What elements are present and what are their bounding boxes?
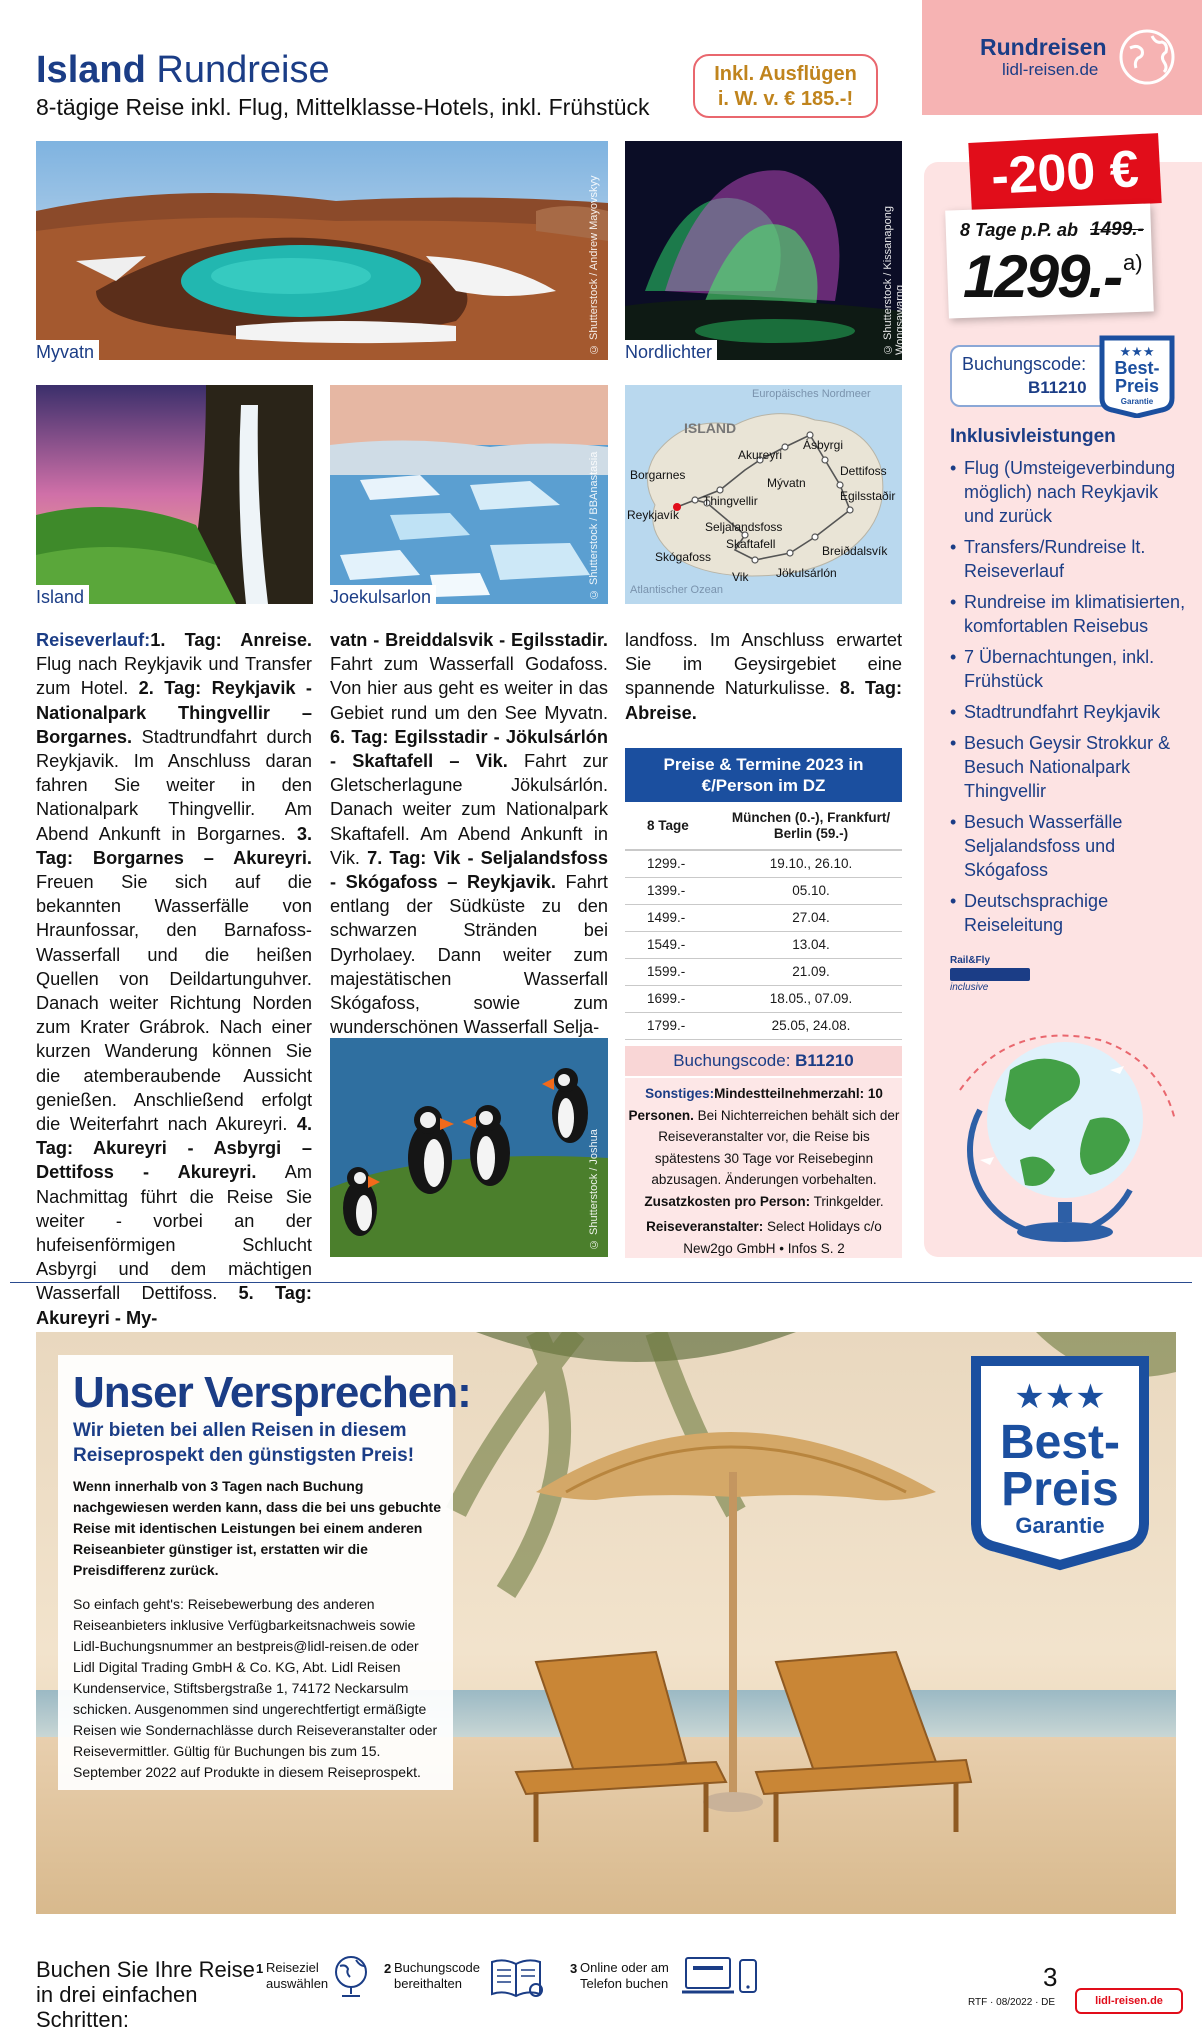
promise-subtitle: Wir bieten bei allen Reisen in diesem Reiseprospekt den günstigsten Preis! <box>73 1420 415 1466</box>
step-2: 2 <box>384 1961 392 1976</box>
price-table-row <box>625 931 902 958</box>
price-duration: 8 Tage p.P. ab <box>960 220 1079 240</box>
itinerary-column-3: landfoss. Im Anschluss erwartet Sie im Geysirgebiet eine spannende Naturkulisse. 8. Tag: Abreise. <box>625 630 902 723</box>
railfly-logo <box>950 968 1030 981</box>
map-label-place: Jökulsárlón <box>776 566 837 580</box>
map-label-place: Mývatn <box>767 476 806 490</box>
step-2-label: Buchungscode bereithalten <box>394 1960 481 1991</box>
map-label-sea: Europäisches Nordmeer <box>752 388 871 400</box>
table-booking-code: Buchungscode: B11210 <box>625 1046 902 1076</box>
map-label-place: Dettifoss <box>840 464 887 478</box>
photo-credit: © Shutterstock / Kissanapong Wongsawarng <box>882 206 906 355</box>
booking-code-value: B11210 <box>1028 378 1087 397</box>
row-price: 1799.- <box>625 1012 720 1039</box>
price-footnote: a) <box>1123 250 1143 275</box>
row-dates: 05.10. <box>720 877 902 904</box>
excursion-badge: Inkl. Ausflügen i. W. v. € 185.-! <box>693 54 878 118</box>
row-price: 1399.- <box>625 877 720 904</box>
inclusive-item: • Transfers/Rundreise lt. Reiseverlauf <box>950 535 1190 583</box>
map-label-place: Egilsstaðir <box>840 489 896 503</box>
page-code: RTF · 08/2022 · DE <box>968 1997 1056 2008</box>
railfly-label: Rail&Fly <box>950 955 991 966</box>
section-divider <box>10 1282 1192 1283</box>
map-label-place: Borgarnes <box>630 468 686 482</box>
map-label-place: Breiðdalsvík <box>822 544 888 558</box>
svg-text:★★★: ★★★ <box>1119 345 1155 360</box>
open-catalogue-icon <box>488 1956 546 2000</box>
footer-title: Buchen Sie Ihre Reise in drei einfachen Schritten: <box>36 1957 255 2032</box>
photo-glacier-lagoon <box>330 385 608 604</box>
map-label-place: Thingvellir <box>703 494 758 508</box>
map-label-place: Skaftafell <box>726 537 776 551</box>
inclusive-item: • Deutschsprachige Reiseleitung <box>950 889 1190 937</box>
photo-caption: Nordlichter <box>623 340 717 363</box>
price-new: 1299.- <box>963 243 1122 310</box>
map-label-place: Skógafoss <box>655 550 712 564</box>
category-title: Rundreisen <box>980 34 1107 60</box>
railfly-inclusive: inclusive <box>950 982 989 993</box>
map-label-place: Ásbyrgi <box>803 438 844 452</box>
booking-code-label: Buchungscode: <box>962 354 1087 374</box>
inclusive-list <box>950 456 1190 944</box>
category-url[interactable]: lidl-reisen.de <box>1002 60 1099 79</box>
price-table-row <box>625 985 902 1012</box>
row-price: 1699.- <box>625 985 720 1012</box>
promise-text: So einfach geht's: Reisebewerbung des anderen Reiseanbieters inklusive Verfügbarkeitsnachweis sowie Lidl-Buchungsnummer an bestpreis@lidl-reisen.de oder Lidl Digital Trading GmbH & Co. KG, Abt. Lidl Reisen Kundenservice, Stiftsbergstraße 1, 74172 Neckarsulm schicken. Ausgenommen sind ungerechtfertigt ermäßigte Reisen wie Sondernachlässe durch Reiseveranstalter oder Reisevermittler. Gültig für Buchungen bis zum 15. September 2022 auf Produkte in diesem Reiseprospekt. <box>73 1596 438 1780</box>
price-table-row <box>625 1012 902 1039</box>
map-label-place: Vik <box>732 570 749 584</box>
inclusive-title: Inklusivleistungen <box>950 426 1116 447</box>
row-dates: 21.09. <box>720 958 902 985</box>
inclusive-item: • Besuch Wasserfälle Seljalandsfoss und Skógafoss <box>950 810 1190 882</box>
other-info-text: Sonstiges:Mindestteilnehmerzahl: 10 Personen. Bei Nichterreichen behält sich der Reiseveranstalter vor, die Reise bis spätestens 30 Tage vor Reisebeginn abzusagen. Änderungen vorbehalten. Zusatzkosten pro Person: Trinkgelder. Reiseveranstalter: Select Holidays c/o New2go GmbH • Infos S. 2 <box>628 1086 900 1256</box>
price-table-title: Preise & Termine 2023 in €/Person im DZ <box>625 748 902 802</box>
photo-puffins <box>330 1038 608 1257</box>
inclusive-item: • Flug (Umsteigeverbindung möglich) nach Reykjavik und zurück <box>950 456 1190 528</box>
svg-text:Garantie: Garantie <box>1120 397 1154 406</box>
price-table-row <box>625 877 902 904</box>
map-label-place: Seljalandsfoss <box>705 520 783 534</box>
price-table-header-departure: München (0.-), Frankfurt/ Berlin (59.-) <box>720 802 902 850</box>
page-subtitle: 8-tägige Reise inkl. Flug, Mittelklasse-Hotels, inkl. Frühstück <box>36 94 650 120</box>
page-number: 3 <box>1043 1962 1058 1992</box>
map-label-place: Akureyri <box>738 448 783 462</box>
row-price: 1299.- <box>625 850 720 877</box>
laptop-phone-icon <box>680 1954 760 2000</box>
globe-icon <box>1118 28 1176 86</box>
row-dates: 19.10., 26.10. <box>720 850 902 877</box>
step-1-label: Reiseziel auswählen <box>266 1960 329 1991</box>
svg-text:Preis: Preis <box>1001 1463 1119 1516</box>
best-price-guarantee-icon <box>968 1353 1152 1573</box>
row-dates: 27.04. <box>720 904 902 931</box>
photo-myvatn <box>36 141 608 360</box>
inclusive-item: • Stadtrundfahrt Reykjavik <box>950 700 1190 724</box>
svg-text:Preis: Preis <box>1114 376 1160 396</box>
photo-waterfall <box>36 385 313 604</box>
row-dates: 25.05, 24.08. <box>720 1012 902 1039</box>
inclusive-item: • 7 Übernachtungen, inkl. Frühstück <box>950 645 1190 693</box>
svg-text:Best-: Best- <box>1114 358 1160 378</box>
inclusive-item: • Rundreise im klimatisierten, komfortablen Reisebus <box>950 590 1190 638</box>
price-table-header-days: 8 Tage <box>625 802 720 850</box>
row-dates: 18.05., 07.09. <box>720 985 902 1012</box>
globe-illustration-icon <box>950 1010 1180 1245</box>
photo-caption: Island <box>34 585 89 608</box>
price-table <box>625 748 902 1040</box>
photo-caption: Joekulsarlon <box>328 585 436 608</box>
photo-aurora <box>625 141 902 360</box>
step-1: 1 <box>256 1961 264 1976</box>
best-price-badge-icon <box>1098 334 1176 418</box>
inclusive-item: • Besuch Geysir Strokkur & Besuch Nationalpark Thingvellir <box>950 731 1190 803</box>
globe-stand-icon <box>330 1952 372 2000</box>
promise-title: Unser Versprechen: <box>73 1368 471 1417</box>
row-price: 1499.- <box>625 904 720 931</box>
step-3: 3 <box>570 1961 578 1976</box>
photo-credit: © Shutterstock / Andrew Mayovskyy <box>588 175 600 355</box>
map-label-country: ISLAND <box>684 420 737 436</box>
price-table-row <box>625 958 902 985</box>
footer-logo[interactable]: lidl-reisen.de <box>1075 1988 1183 2014</box>
photo-credit: © Shutterstock / BBAnastasia <box>588 451 600 600</box>
row-price: 1549.- <box>625 931 720 958</box>
price-old: 1499.- <box>1090 219 1144 240</box>
discount-badge: -200 € <box>968 133 1161 213</box>
svg-text:★★★: ★★★ <box>1014 1377 1106 1417</box>
svg-text:Garantie: Garantie <box>1015 1513 1105 1538</box>
svg-text:Best-: Best- <box>999 1416 1121 1469</box>
row-dates: 13.04. <box>720 931 902 958</box>
price-table-row <box>625 904 902 931</box>
itinerary-column-2: vatn - Breiddalsvik - Egilsstadir. Fahrt zum Wasserfall Godafoss. Von hier aus geht es weiter in das Gebiet rund um den See Myvatn. 6. Tag: Egilsstadir - Jökulsárlón - Skaftafell – Vik. Fahrt zur Gletscherlagune Jökulsárlón. Danach weiter zum Nationalpark Skaftafell. Am Abend Ankunft in Vik. 7. Tag: Vik - Seljalandsfoss - Skógafoss – Reykjavik. Fahrt entlang der Südküste zu den schwarzen Stränden bei Dyrholaey. Dann weiter zum majestätischen Wasserfall Skógafoss, sowie zum wunderschönen Wasserfall Selja- <box>330 630 608 1038</box>
promise-condition: Wenn innerhalb von 3 Tagen nach Buchung nachgewiesen werden kann, dass die bei uns gebuchte Reise mit identischen Leistungen bei einem anderen Reiseanbieter günstiger ist, erstatten wir die Preisdifferenz zurück. <box>73 1478 441 1578</box>
map-label-place: Reykjavík <box>627 508 680 522</box>
page-title: Island Rundreise <box>36 49 330 91</box>
map-label-sea: Atlantischer Ozean <box>630 584 723 596</box>
photo-caption: Myvatn <box>34 340 99 363</box>
row-price: 1599.- <box>625 958 720 985</box>
step-3-label: Online oder am Telefon buchen <box>580 1960 669 1991</box>
price-table-row <box>625 850 902 877</box>
photo-credit: © Shutterstock / Joshua <box>588 1129 600 1250</box>
itinerary-column-1: Reiseverlauf:1. Tag: Anreise. Flug nach Reykjavik und Transfer zum Hotel. 2. Tag: Reykjavik - Nationalpark Thingvellir – Borgarnes. Stadtrundfahrt durch Reykjavik. Im Anschluss daran fahren Sie weiter in den Nationalpark Thingvellir. Am Abend Ankunft in Borgarnes. 3. Tag: Borgarnes – Akureyri. Freuen Sie sich auf die bekannten Wasserfälle von Hraunfossar, den Barnafoss-Wasserfall und die heißen Quellen von Deildartunguhver. Danach weiter Richtung Norden zum Krater Grábrok. Nach einer kurzen Wanderung können Sie die atemberaubende Aussicht genießen. Anschließend erfolgt die Weiterfahrt nach Akureyri. 4. Tag: Akureyri - Asbyrgi – Dettifoss - Akureyri. Am Nachmittag führt die Reise Sie weiter - vorbei an der hufeisenförmigen Schlucht Asbyrgi und dem mächtigen Wasserfall Dettifoss. 5. Tag: Akureyri - My- <box>36 630 312 1328</box>
